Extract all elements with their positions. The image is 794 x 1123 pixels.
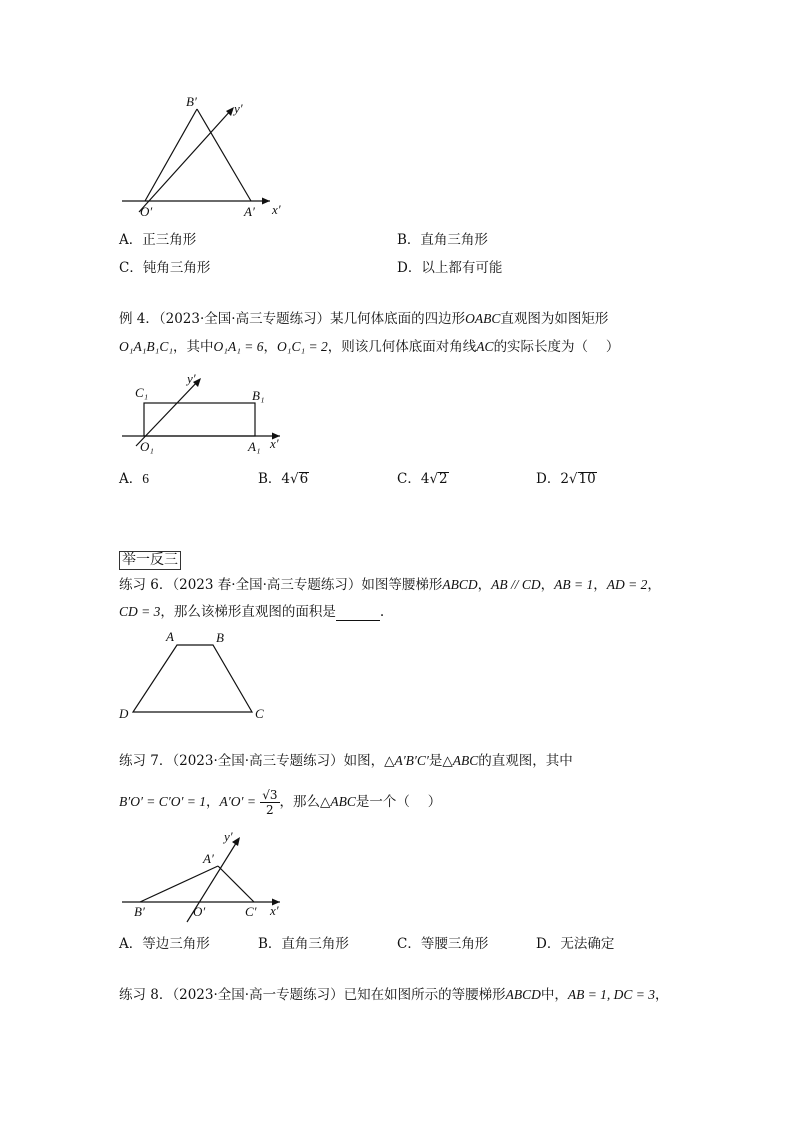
option-coef: 2 — [560, 471, 569, 487]
math: △ABC — [442, 753, 479, 768]
text: ，则该几何体底面对角线 — [327, 339, 477, 355]
option-letter: B． — [258, 471, 282, 487]
text: 练习 8．（2023·全国·高一专题练习）已知在如图所示的等腰梯形 — [119, 987, 506, 1003]
label-y: y′ — [187, 371, 196, 386]
label-B1: B₁ — [252, 388, 265, 403]
label-C: C — [255, 706, 264, 721]
option-letter: C． — [119, 260, 143, 276]
label-O: O′ — [193, 904, 206, 919]
text: 是 — [428, 753, 443, 769]
text: ，那么该梯形直观图的面积是 — [160, 604, 336, 620]
math: O₁C₁ = 2 — [277, 339, 328, 354]
label-B: B — [216, 630, 224, 645]
text: ， — [655, 987, 669, 1003]
option-letter: D． — [536, 936, 561, 952]
option-letter: D． — [536, 471, 561, 487]
label-O1: O₁ — [140, 439, 154, 454]
side-BA — [140, 866, 218, 902]
text: ， — [263, 339, 278, 355]
option-radicand: 2 — [439, 471, 448, 487]
side-AC — [218, 866, 254, 902]
option-letter: A． — [119, 471, 143, 487]
p7-option-d[interactable] — [536, 935, 614, 953]
sqrt-sign: √ — [429, 471, 439, 487]
math: CD = 3 — [119, 604, 161, 619]
text: 的直观图，其中 — [478, 753, 573, 769]
denominator: 2 — [266, 803, 274, 817]
option-radicand: 10 — [578, 471, 596, 487]
option-coef: 4 — [281, 471, 291, 487]
numerator: √3 — [262, 788, 278, 802]
math: ABCD — [442, 577, 478, 592]
math: ABCD — [505, 987, 541, 1002]
math: AB // CD — [491, 577, 541, 592]
math: △ABC — [320, 794, 356, 809]
text: 中， — [540, 987, 568, 1003]
option-letter: B． — [258, 936, 282, 952]
label-A: A′ — [203, 851, 214, 866]
p7-option-c[interactable] — [397, 935, 488, 953]
option-text: 等边三角形 — [142, 936, 210, 952]
label-x: x′ — [270, 903, 279, 918]
label-x: x′ — [270, 436, 279, 451]
math: OABC — [465, 311, 501, 326]
option-letter: C． — [397, 936, 421, 952]
text: ， — [477, 577, 492, 593]
sqrt-sign: √ — [290, 471, 299, 487]
option-text: 等腰三角形 — [420, 936, 489, 952]
label-B: B′ — [134, 904, 145, 919]
label-x: x′ — [272, 202, 281, 217]
label-A: A — [166, 629, 174, 644]
option-letter: D． — [397, 260, 422, 276]
text: 练习 6．（2023 春·全国·高三专题练习）如图等腰梯形 — [119, 577, 443, 593]
option-text: 钝角三角形 — [142, 260, 211, 276]
label-A: A′ — [244, 204, 255, 219]
option-letter: C． — [397, 471, 421, 487]
label-B: B′ — [186, 94, 197, 109]
option-text: 直角三角形 — [281, 936, 349, 952]
math: O₁A₁ = 6 — [213, 339, 264, 354]
label-y: y′ — [224, 829, 233, 844]
math: AD = 2 — [606, 577, 648, 592]
option-letter: A． — [119, 936, 143, 952]
label-C: C′ — [245, 904, 257, 919]
p8-line1 — [119, 986, 669, 1004]
text: 直观图为如图矩形 — [500, 311, 609, 327]
label-y: y′ — [234, 101, 243, 116]
math: AB = 1, DC = 3 — [567, 987, 656, 1002]
option-value: 6 — [142, 471, 149, 486]
p7-option-a[interactable] — [119, 935, 210, 953]
text: 练习 7．（2023·全国·高三专题练习）如图， — [119, 753, 385, 769]
p7-option-b[interactable] — [258, 935, 349, 953]
label-O: O′ — [140, 204, 153, 219]
text: ，那么 — [279, 794, 321, 810]
option-coef: 4 — [420, 471, 430, 487]
math: B′O′ = C′O′ = 1 — [119, 794, 207, 809]
option-radicand: 6 — [299, 471, 309, 487]
math: O₁A₁B₁C₁ — [119, 339, 174, 354]
option-text: 正三角形 — [142, 232, 197, 248]
math: AC — [476, 339, 494, 354]
section-tag: 举一反三 — [119, 551, 181, 570]
text: ， — [647, 577, 661, 593]
text: 的实际长度为（ ） — [493, 339, 620, 355]
sqrt-sign: √ — [568, 471, 578, 487]
text: ， — [593, 577, 607, 593]
math: △A′B′C′ — [384, 753, 429, 768]
option-letter: B． — [397, 232, 421, 248]
option-letter: A． — [119, 232, 143, 248]
label-C1: C₁ — [135, 385, 149, 400]
option-text: 无法确定 — [560, 936, 615, 952]
math: A′O′ = — [219, 794, 256, 809]
option-text: 以上都有可能 — [421, 260, 503, 276]
text: ， — [206, 794, 220, 810]
text: 是一个（ ） — [355, 794, 442, 810]
label-A1: A₁ — [248, 439, 261, 454]
text: ， — [540, 577, 555, 593]
math: AB = 1 — [554, 577, 594, 592]
text: . — [379, 604, 385, 620]
option-text: 直角三角形 — [420, 232, 488, 248]
text: 例 4．（2023·全国·高三专题练习）某几何体底面的四边形 — [119, 311, 466, 327]
label-D: D — [119, 706, 129, 721]
text: ，其中 — [173, 339, 214, 355]
